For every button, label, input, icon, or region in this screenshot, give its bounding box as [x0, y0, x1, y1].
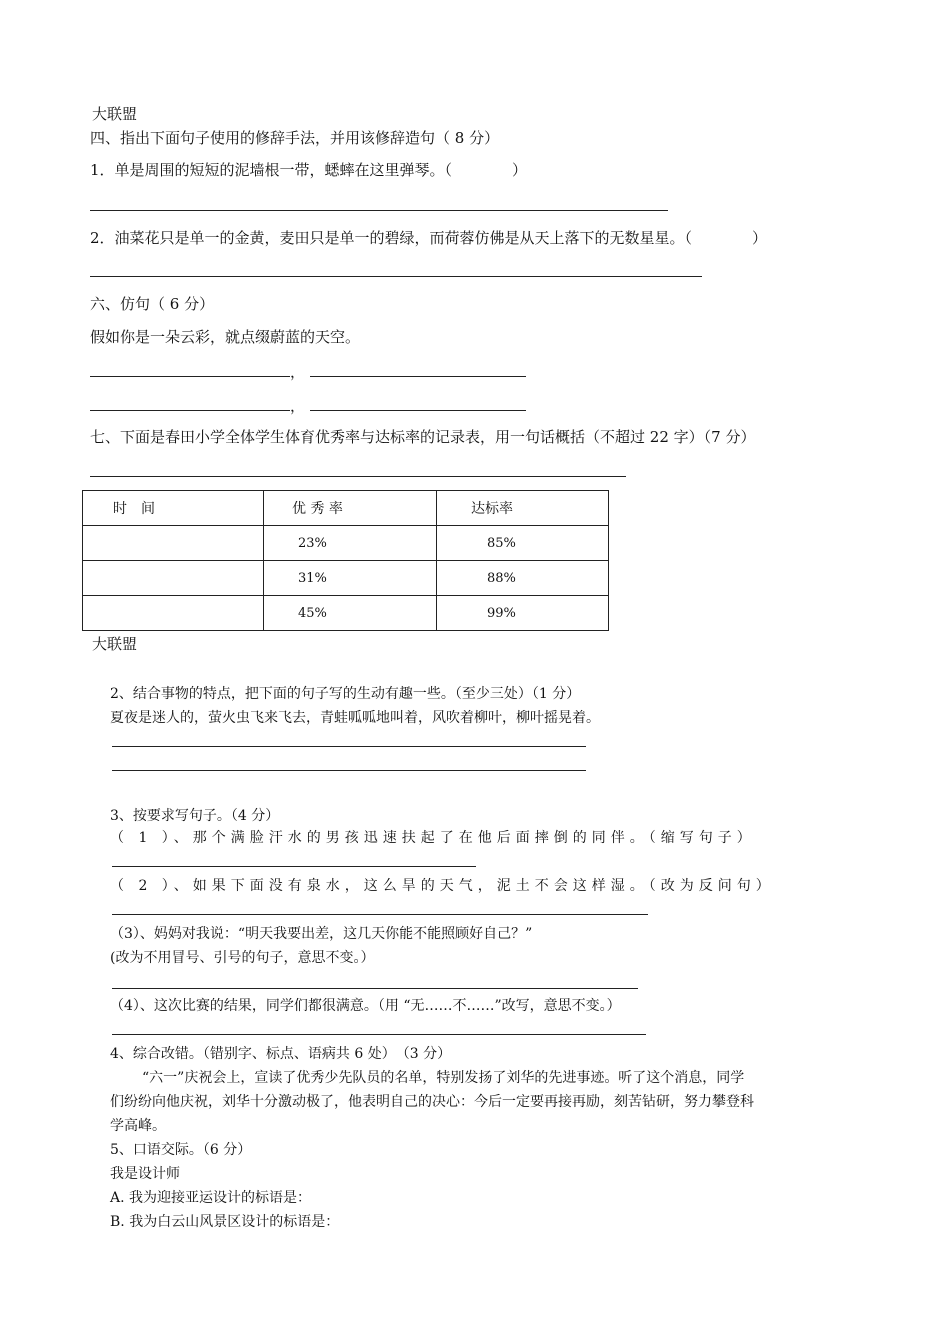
answer-line	[310, 376, 526, 377]
section-4-item-2: 2．油菜花只是单一的金黄，麦田只是单一的碧绿，而荷蓉仿佛是从天上落下的无数星星。（ ）	[90, 229, 768, 247]
table-cell	[83, 596, 264, 631]
answer-line	[112, 988, 638, 989]
answer-line	[90, 376, 290, 377]
part-4-line-1: “六一”庆祝会上，宣读了优秀少先队员的名单，特别发扬了刘华的先进事迹。听了这个消息，同学	[142, 1070, 745, 1086]
part-5-title: 5、口语交际。（6 分）	[110, 1142, 252, 1158]
answer-line	[90, 210, 668, 211]
part-2-sentence: 夏夜是迷人的，萤火虫飞来飞去，青蛙呱呱地叫着，风吹着柳叶，柳叶摇晃着。	[110, 710, 600, 726]
table-cell: 31%	[264, 561, 437, 596]
record-table	[82, 490, 609, 631]
part-3-item-4: （4）、这次比赛的结果，同学们都很满意。（用 “无……不……”改写，意思不变。）	[110, 998, 621, 1014]
section-7-title: 七、下面是春田小学全体学生体育优秀率与达标率的记录表，用一句话概括（不超过 22 字）（7 分）	[90, 428, 756, 446]
part-5-subtitle: 我是设计师	[110, 1166, 180, 1182]
watermark-mid: 大联盟	[92, 635, 138, 653]
answer-line	[112, 746, 586, 747]
part-2-title: 2、结合事物的特点，把下面的句子写的生动有趣一些。（至少三处）（1 分）	[110, 686, 581, 702]
answer-line	[310, 410, 526, 411]
comma-separator: ，	[290, 363, 306, 381]
part-4-line-2: 们纷纷向他庆祝，刘华十分激动极了，他表明自己的决心：今后一定要再接再励，刻苦钻研，努力攀登科	[110, 1094, 754, 1110]
section-6-title: 六、仿句（ 6 分）	[90, 295, 215, 313]
answer-line	[90, 276, 702, 277]
part-4-title: 4、综合改错。（错别字、标点、语病共 6 处） （3 分）	[110, 1046, 452, 1062]
table-cell	[83, 561, 264, 596]
part-5-item-b: B. 我为白云山风景区设计的标语是：	[110, 1214, 340, 1230]
table-cell: 45%	[264, 596, 437, 631]
header-cell: 达标率	[437, 491, 609, 526]
answer-line	[112, 1034, 646, 1035]
part-3-item-3-note: (改为不用冒号、引号的句子，意思不变。）	[110, 950, 375, 966]
answer-line	[90, 410, 290, 411]
table-cell: 85%	[437, 526, 609, 561]
comma-separator: ，	[290, 397, 306, 415]
part-5-item-a: A. 我为迎接亚运设计的标语是：	[110, 1190, 312, 1206]
section-4-title: 四、指出下面句子使用的修辞手法，并用该修辞造句（ 8 分）	[90, 129, 500, 147]
table-cell: 88%	[437, 561, 609, 596]
table-row	[83, 596, 609, 631]
answer-line	[112, 914, 648, 915]
table-cell: 99%	[437, 596, 609, 631]
section-6-sentence: 假如你是一朵云彩，就点缀蔚蓝的天空。	[90, 328, 361, 346]
part-3-item-1: （ 1 ）、那个满脸汗水的男孩迅速扶起了在他后面摔倒的同伴。（缩写句子）	[110, 830, 756, 846]
watermark-top: 大联盟	[92, 105, 138, 123]
table-cell: 23%	[264, 526, 437, 561]
part-3-title: 3、按要求写句子。（4 分）	[110, 808, 280, 824]
table-header-row	[83, 491, 609, 526]
answer-line	[90, 476, 626, 477]
header-cell: 时 间	[83, 491, 264, 526]
part-3-item-3: （3）、妈妈对我说：“明天我要出差，这几天你能不能照顾好自己？”	[110, 926, 533, 942]
part-4-line-3: 学高峰。	[110, 1118, 166, 1134]
answer-line	[112, 866, 476, 867]
part-3-item-2: （ 2 ）、如果下面没有泉水，这么旱的天气，泥土不会这样湿。（改为反问句）	[110, 878, 775, 894]
table-cell	[83, 526, 264, 561]
answer-line	[112, 770, 586, 771]
table-row	[83, 526, 609, 561]
table-row	[83, 561, 609, 596]
header-cell: 优 秀 率	[264, 491, 437, 526]
section-4-item-1: 1．单是周围的短短的泥墙根一带，蟋蟀在这里弹琴。（ ）	[90, 161, 528, 179]
